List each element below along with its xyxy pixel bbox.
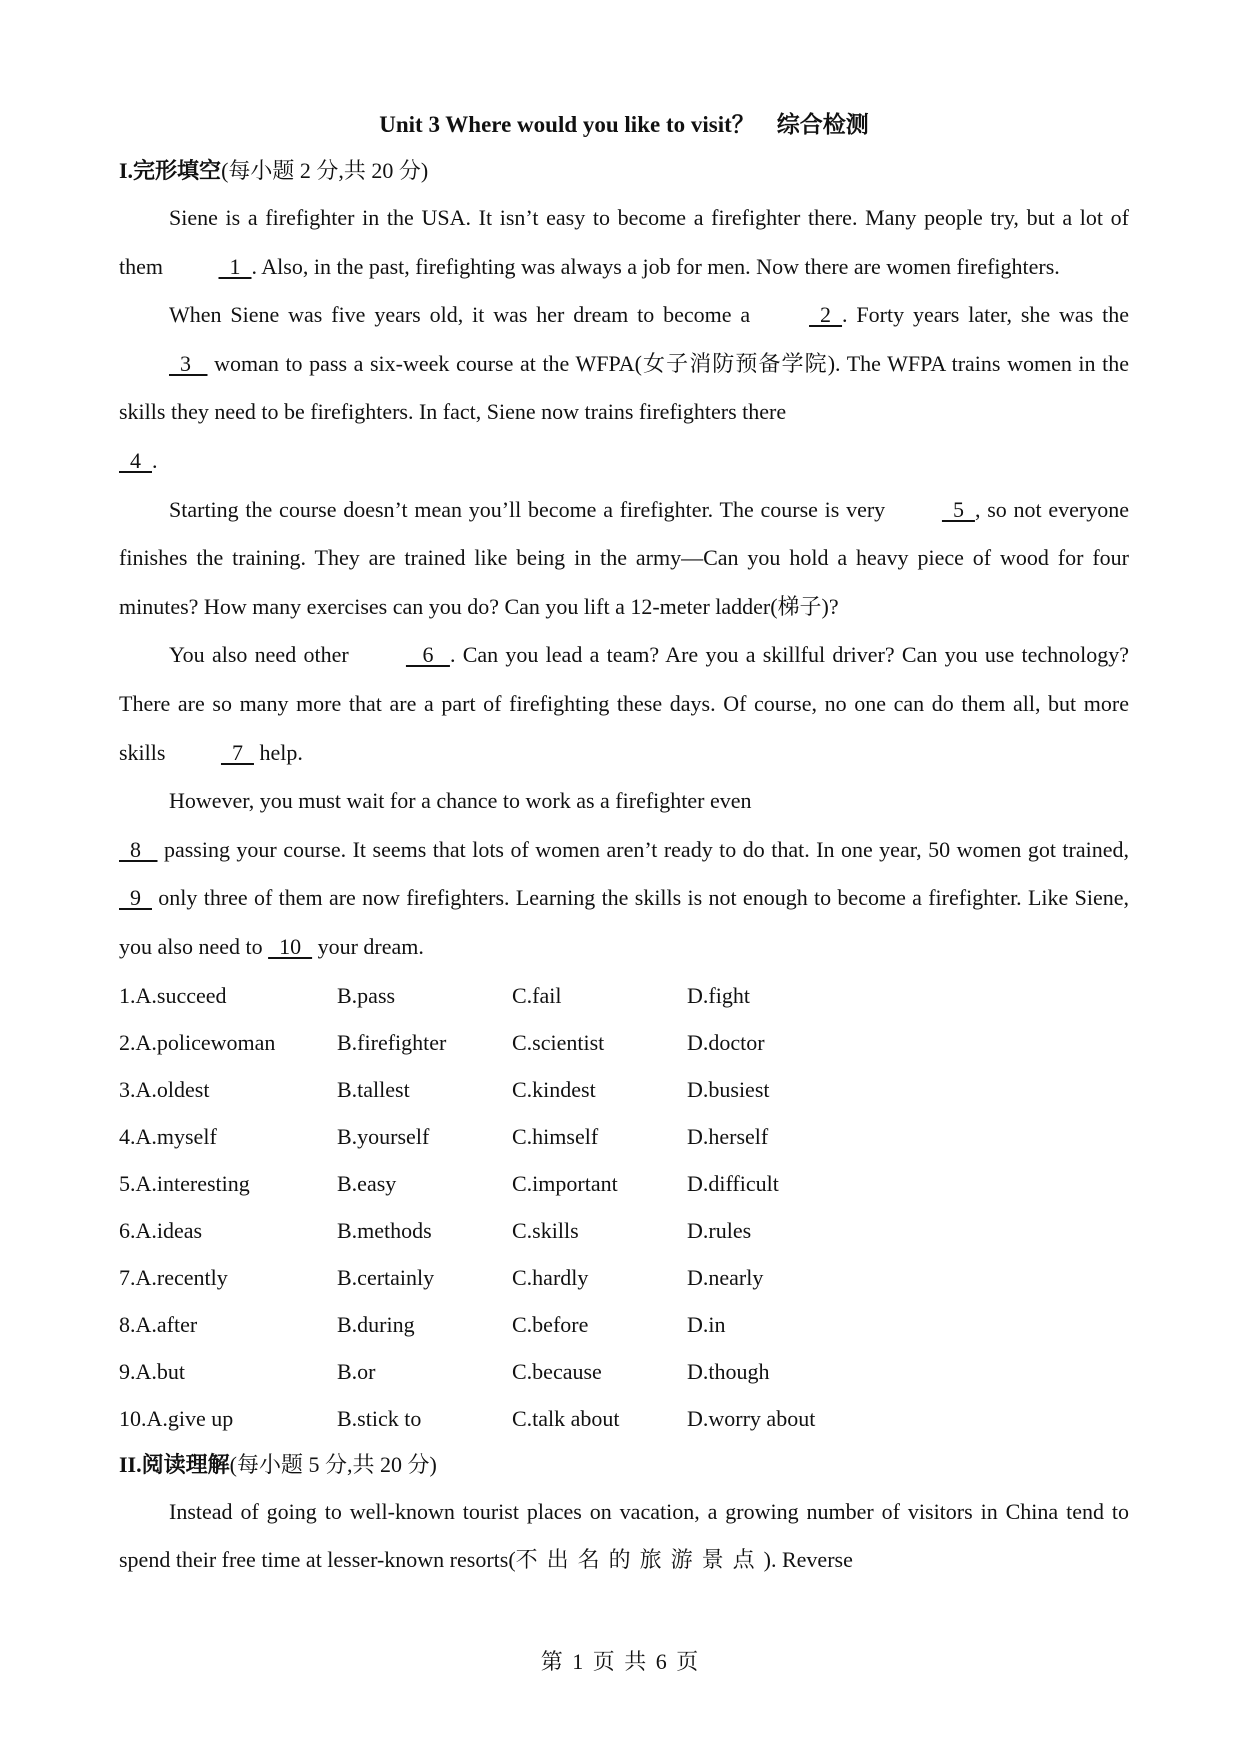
blank-4: 4 bbox=[119, 447, 152, 473]
text: . Forty years later, she was the bbox=[842, 302, 1129, 328]
section-heading-cloze bbox=[119, 148, 1129, 194]
option-d: D.busiest bbox=[687, 1076, 770, 1102]
text: , so not everyone finishes the training. They are trained like being in the army—Can you hold a heavy piece of wood for four minutes? How many exercises can you do? Can you lift a 12-meter ladder(梯子)? bbox=[119, 496, 1129, 619]
option-a: 5.A.interesting bbox=[119, 1170, 250, 1196]
section-label: I.完形填空 bbox=[119, 158, 222, 183]
text: . bbox=[152, 447, 158, 473]
option-d: D.though bbox=[687, 1358, 770, 1384]
blank-3: 3 bbox=[169, 350, 208, 376]
blank-1: 1 bbox=[218, 253, 252, 279]
section-label: II.阅读理解 bbox=[119, 1451, 230, 1477]
section-note: (每小题 5 分,共 20 分) bbox=[229, 1451, 437, 1477]
option-row bbox=[119, 1113, 1129, 1160]
paragraph bbox=[119, 486, 1129, 632]
option-c: C.himself bbox=[512, 1123, 599, 1149]
text: help. bbox=[253, 739, 303, 765]
paragraph bbox=[119, 631, 1129, 777]
option-d: D.doctor bbox=[687, 1029, 765, 1055]
option-b: B.or bbox=[337, 1358, 376, 1384]
option-a: 10.A.give up bbox=[119, 1405, 234, 1431]
option-row bbox=[119, 1066, 1129, 1113]
text: . Also, in the past, firefighting was always a job for men. Now there are women firefighters. bbox=[251, 253, 1060, 279]
option-b: B.certainly bbox=[337, 1264, 435, 1290]
option-row bbox=[119, 1207, 1129, 1254]
text: only three of them are now firefighters. Learning the skills is not enough to become a firefighter. Like Siene, you also need to bbox=[119, 885, 1129, 959]
option-c: C.scientist bbox=[512, 1029, 605, 1055]
option-c: C.talk about bbox=[512, 1405, 620, 1431]
option-d: D.rules bbox=[687, 1217, 752, 1243]
paragraph-continuation bbox=[119, 437, 1129, 486]
option-a: 8.A.after bbox=[119, 1311, 198, 1337]
text: . Can you lead a team? Are you a skillful driver? Can you use technology? There are so many more that are a part of firefighting these days. Of course, no one can do them all, but more skills bbox=[119, 642, 1129, 765]
option-b: B.firefighter bbox=[337, 1029, 447, 1055]
option-b: B.tallest bbox=[337, 1076, 410, 1102]
option-b: B.easy bbox=[337, 1170, 397, 1196]
option-b: B.stick to bbox=[337, 1405, 422, 1431]
option-a: 6.A.ideas bbox=[119, 1217, 203, 1243]
text-cn: 不出名的旅游景点 bbox=[515, 1547, 764, 1573]
option-d: D.nearly bbox=[687, 1264, 764, 1290]
text: Starting the course doesn’t mean you’ll become a firefighter. The course is very bbox=[169, 496, 892, 522]
option-row bbox=[119, 1301, 1129, 1348]
option-d: D.fight bbox=[687, 982, 750, 1008]
option-a: 7.A.recently bbox=[119, 1264, 228, 1290]
option-b: B.pass bbox=[337, 982, 396, 1008]
option-a: 4.A.myself bbox=[119, 1123, 217, 1149]
option-row bbox=[119, 1254, 1129, 1301]
option-a: 3.A.oldest bbox=[119, 1076, 210, 1102]
option-d: D.worry about bbox=[687, 1405, 816, 1431]
paragraph-continuation bbox=[119, 826, 1129, 972]
option-row bbox=[119, 972, 1129, 1019]
text: Instead of going to well-known tourist places on vacation, a growing number of visitors in China tend to spend their free time at lesser-known resorts( bbox=[119, 1498, 1129, 1573]
option-c: C.hardly bbox=[512, 1264, 589, 1290]
text: However, you must wait for a chance to work as a firefighter even bbox=[169, 788, 752, 814]
option-d: D.herself bbox=[687, 1123, 769, 1149]
section-note: (每小题 2 分,共 20 分) bbox=[221, 158, 429, 183]
text: ). Reverse bbox=[763, 1547, 853, 1573]
paragraph bbox=[119, 291, 1129, 437]
section-heading-reading bbox=[119, 1442, 1129, 1488]
title-en: Unit 3 Where would you like to visit？ bbox=[379, 112, 755, 137]
paragraph bbox=[119, 194, 1129, 291]
option-a: 2.A.policewoman bbox=[119, 1029, 276, 1055]
title-cn: 综合检测 bbox=[776, 112, 869, 137]
option-c: C.because bbox=[512, 1358, 602, 1384]
option-b: B.during bbox=[337, 1311, 415, 1337]
option-row bbox=[119, 1019, 1129, 1066]
text: passing your course. It seems that lots of women aren’t ready to do that. In one year, 50 women got trained, bbox=[157, 836, 1129, 862]
blank-7: 7 bbox=[220, 739, 254, 765]
blank-9: 9 bbox=[119, 885, 152, 911]
option-b: B.yourself bbox=[337, 1123, 430, 1149]
blank-2: 2 bbox=[809, 302, 843, 328]
blank-5: 5 bbox=[941, 496, 975, 522]
option-c: C.skills bbox=[512, 1217, 579, 1243]
paragraph bbox=[119, 777, 1129, 826]
option-row bbox=[119, 1348, 1129, 1395]
option-c: C.kindest bbox=[512, 1076, 596, 1102]
option-a: 9.A.but bbox=[119, 1358, 185, 1384]
option-c: C.fail bbox=[512, 982, 562, 1008]
text: woman to pass a six-week course at the WFPA(女子消防预备学院). The WFPA trains women in the skills they need to be firefighters. In fact, Siene now trains firefighters there bbox=[119, 350, 1129, 425]
blank-8: 8 bbox=[119, 836, 158, 862]
text: You also need other bbox=[169, 642, 356, 668]
option-b: B.methods bbox=[337, 1217, 432, 1243]
page-footer: 第 1 页 共 6 页 bbox=[540, 1649, 701, 1674]
text: your dream. bbox=[312, 933, 424, 959]
option-c: C.before bbox=[512, 1311, 589, 1337]
text: When Siene was five years old, it was her dream to become a bbox=[169, 302, 760, 328]
option-d: D.difficult bbox=[687, 1170, 779, 1196]
options-table bbox=[119, 972, 1129, 1442]
blank-10: 10 bbox=[268, 933, 313, 959]
option-c: C.important bbox=[512, 1170, 618, 1196]
option-a: 1.A.succeed bbox=[119, 982, 227, 1008]
option-row bbox=[119, 1395, 1129, 1442]
blank-6: 6 bbox=[405, 642, 450, 668]
text: Siene is a firefighter in the USA. It isn’t easy to become a firefighter there. Many people try, but a lot of them bbox=[119, 205, 1129, 279]
option-row bbox=[119, 1160, 1129, 1207]
document-page bbox=[119, 110, 1129, 1585]
option-d: D.in bbox=[687, 1311, 726, 1337]
paragraph bbox=[119, 1488, 1129, 1585]
page-title bbox=[119, 110, 1129, 140]
